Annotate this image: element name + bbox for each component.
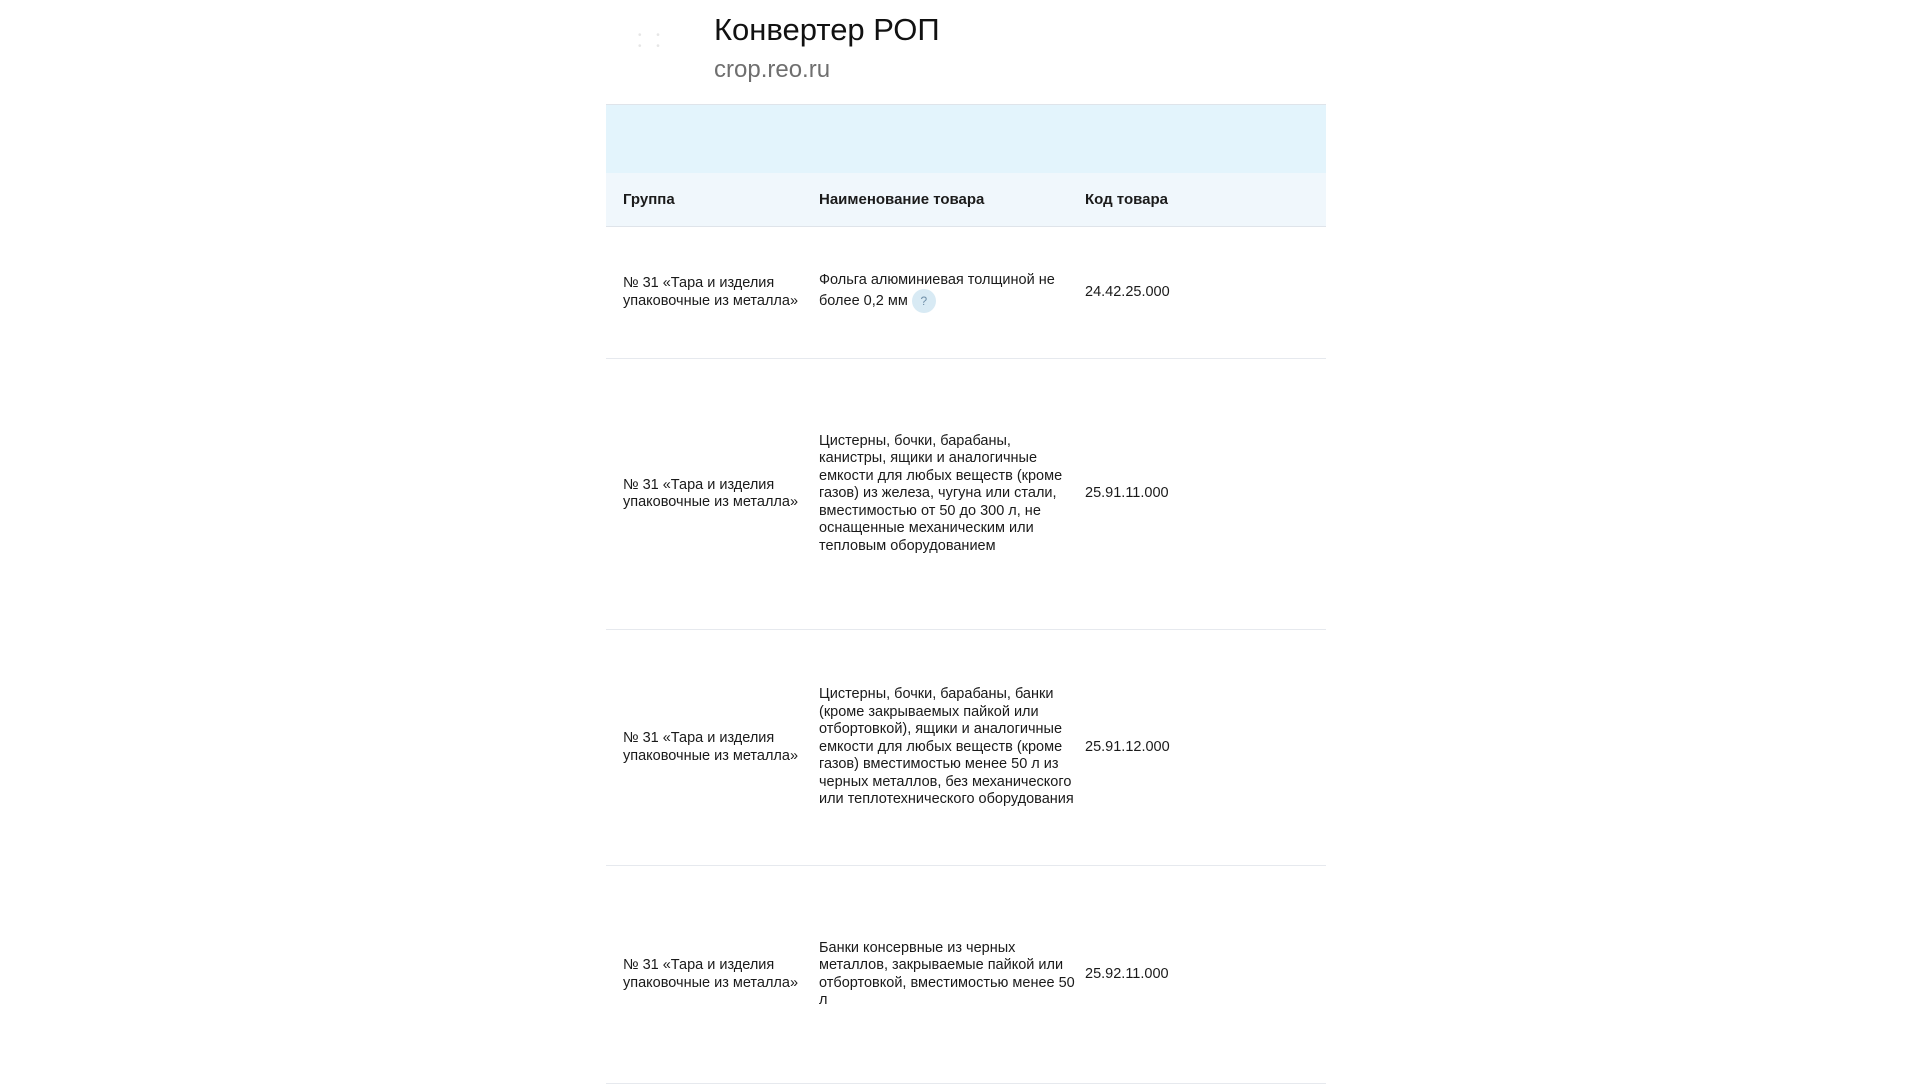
product-table <box>606 104 1326 1084</box>
row-code: 25.91.11.000 <box>1085 485 1169 502</box>
table-header <box>606 173 1326 227</box>
row-code: 24.42.25.000 <box>1085 283 1170 300</box>
table-row <box>606 866 1326 1084</box>
column-header-name: Наименование товара <box>819 191 985 208</box>
column-header-code: Код товара <box>1085 191 1168 208</box>
row-product-name: Цистерны, бочки, барабаны, банки (кроме закрываемых пайкой или отбортовкой), ящики и аналогичные емкости для любых веществ (кроме газов) вместимостью менее 50 л из черных металлов, без механического или теплотехнического оборудования <box>819 686 1074 808</box>
help-icon[interactable]: ? <box>912 289 936 313</box>
row-product-name-text: Фольга алюминиевая толщиной не более 0,2 мм <box>819 271 1055 310</box>
row-group: № 31 «Тара и изделия упаковочные из металла» <box>623 476 799 510</box>
row-code: 25.92.11.000 <box>1085 965 1169 982</box>
row-group: № 31 «Тара и изделия упаковочные из металла» <box>623 275 799 309</box>
row-product-name <box>819 272 1085 314</box>
table-row <box>606 359 1326 630</box>
app-logo: • • • • <box>638 30 666 52</box>
row-code: 25.91.12.000 <box>1085 738 1170 755</box>
table-row <box>606 630 1326 866</box>
row-product-name: Банки консервные из черных металлов, закрываемые пайкой или отбортовкой, вместимостью менее 50 л <box>819 939 1075 1008</box>
app-url[interactable]: crop.reo.ru <box>714 56 831 83</box>
table-banner <box>606 105 1326 173</box>
table-row <box>606 227 1326 359</box>
column-header-group: Группа <box>623 191 675 208</box>
app-title: Конвертер РОП <box>714 12 940 47</box>
row-product-name: Цистерны, бочки, барабаны, канистры, ящики и аналогичные емкости для любых веществ (кроме газов) из железа, чугуна или стали, вместимостью от 50 до 300 л, не оснащенные механическим или тепловым оборудованием <box>819 432 1063 554</box>
row-group: № 31 «Тара и изделия упаковочные из металла» <box>623 730 799 764</box>
row-group: № 31 «Тара и изделия упаковочные из металла» <box>623 957 799 991</box>
